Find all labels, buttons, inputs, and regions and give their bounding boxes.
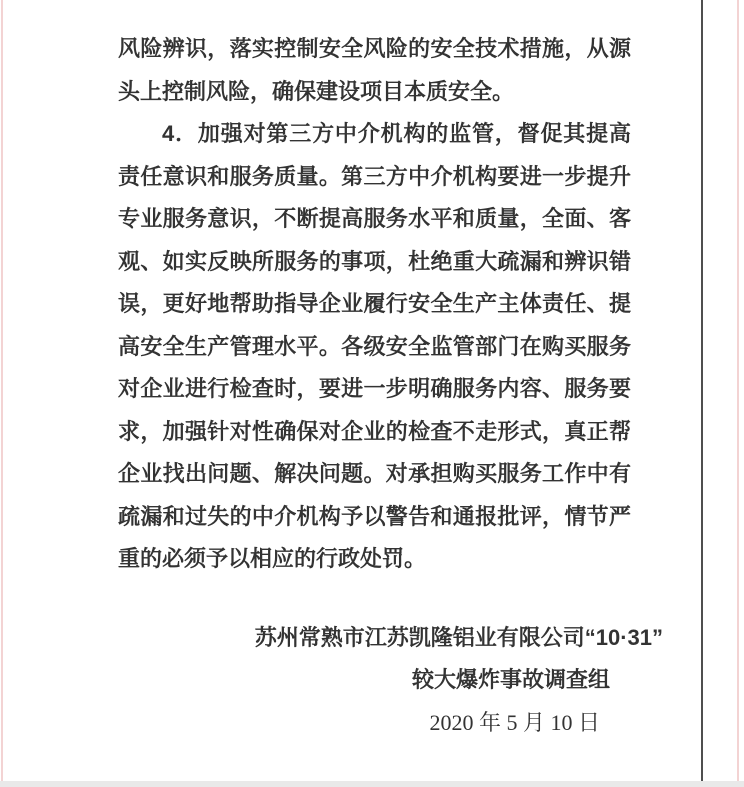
left-scan-edge-line (1, 0, 3, 787)
right-scan-edge-line (737, 0, 739, 787)
signature-organization-line: 苏州常熟市江苏凯隆铝业有限公司“10·31” (254, 624, 663, 650)
signature-investigation-team-line: 较大爆炸事故调查组 (411, 667, 610, 692)
signature-date: 2020 年 5 月 10 日 (429, 709, 600, 735)
paragraph-continuation: 风险辨识，落实控制安全风险的安全技术措施，从源头上控制风险，确保建设项目本质安全。 (118, 36, 631, 104)
document-body (118, 28, 663, 744)
signature-block (118, 617, 663, 745)
bottom-separator-bar (0, 781, 744, 787)
paragraph-item-4: 4．加强对第三方中介机构的监管，督促其提高责任意识和服务质量。第三方中介机构要进一步提升专业服务意识，不断提高服务水平和质量，全面、客观、如实反映所服务的事项，杜绝重大疏漏和辨识错误，更好地帮助指导企业履行安全生产主体责任、提高安全生产管理水平。各级安全监管部门在购买服务对企业进行检查时，要进一步明确服务内容、服务要求，加强针对性确保对企业的检查不走形式，真正帮企业找出问题、解决问题。对承担购买服务工作中有疏漏和过失的中介机构予以警告和通报批评，情节严重的必须予以相应的行政处罚。 (118, 121, 631, 571)
page-border-rule (701, 0, 703, 787)
